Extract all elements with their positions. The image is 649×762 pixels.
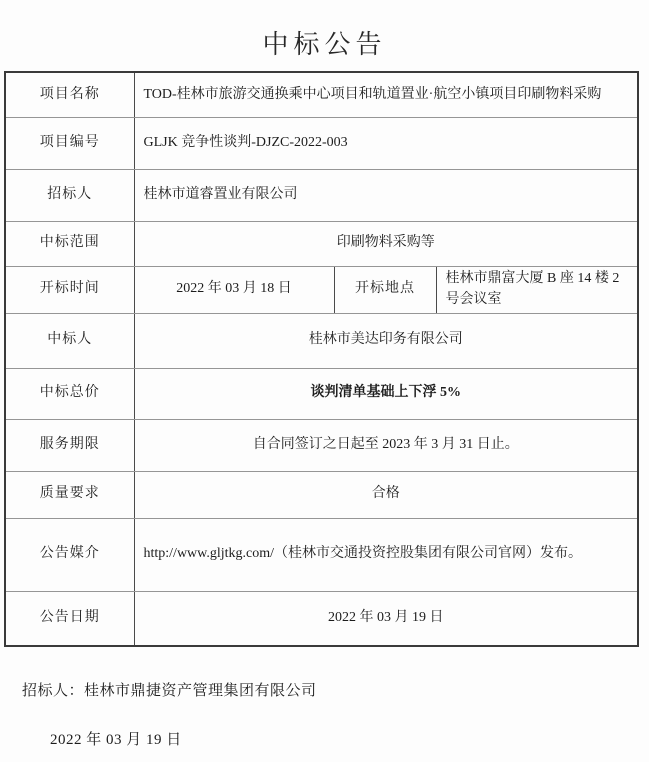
row-label: 中标范围 xyxy=(5,221,134,266)
footer-date-line: 2022 年 03 月 19 日 xyxy=(50,732,182,748)
row-value: GLJK 竞争性谈判-DJZC-2022-003 xyxy=(134,117,638,169)
table-row-service-period xyxy=(5,419,638,471)
row-value: 自合同签订之日起至 2023 年 3 月 31 日止。 xyxy=(134,419,638,471)
row-value: 谈判清单基础上下浮 5% xyxy=(134,368,638,419)
row-label: 质量要求 xyxy=(5,471,134,518)
table-row-quality xyxy=(5,471,638,518)
award-table xyxy=(4,71,639,647)
row-label: 服务期限 xyxy=(5,419,134,471)
row-label: 公告日期 xyxy=(5,591,134,646)
row-label: 开标时间 xyxy=(5,266,134,313)
table-row-bid-opening xyxy=(5,266,638,313)
table-row-winner xyxy=(5,313,638,368)
row-label: 中标人 xyxy=(5,313,134,368)
row-value-announcement-url: http://www.gljtkg.com/（桂林市交通投资控股集团有限公司官网）发布。 xyxy=(134,518,638,591)
table-row-project-name xyxy=(5,72,638,117)
row-label: 公告媒介 xyxy=(5,518,134,591)
row-label: 中标总价 xyxy=(5,368,134,419)
row-value-opening-place: 桂林市鼎富大厦 B 座 14 楼 2 号会议室 xyxy=(436,266,638,313)
row-value-opening-time: 2022 年 03 月 18 日 xyxy=(134,266,334,313)
row-label: 项目名称 xyxy=(5,72,134,117)
row-value: 桂林市道睿置业有限公司 xyxy=(134,169,638,221)
row-value: 合格 xyxy=(134,471,638,518)
row-label-opening-place: 开标地点 xyxy=(334,266,436,313)
row-label: 项目编号 xyxy=(5,117,134,169)
table-row-total-price xyxy=(5,368,638,419)
row-value: TOD-桂林市旅游交通换乘中心项目和轨道置业·航空小镇项目印刷物料采购 xyxy=(134,72,638,117)
row-value: 桂林市美达印务有限公司 xyxy=(134,313,638,368)
page-title: 中标公告 xyxy=(262,30,387,59)
table-row-tenderer xyxy=(5,169,638,221)
row-value: 印刷物料采购等 xyxy=(134,221,638,266)
footer-tenderer-line: 招标人：桂林市鼎捷资产管理集团有限公司 xyxy=(22,683,317,699)
scanned-document-page xyxy=(0,24,649,762)
table-row-award-scope xyxy=(5,221,638,266)
table-row-announcement-date xyxy=(5,591,638,646)
row-label: 招标人 xyxy=(5,169,134,221)
table-row-project-number xyxy=(5,117,638,169)
row-value: 2022 年 03 月 19 日 xyxy=(134,591,638,646)
table-row-announcement-media xyxy=(5,518,638,591)
